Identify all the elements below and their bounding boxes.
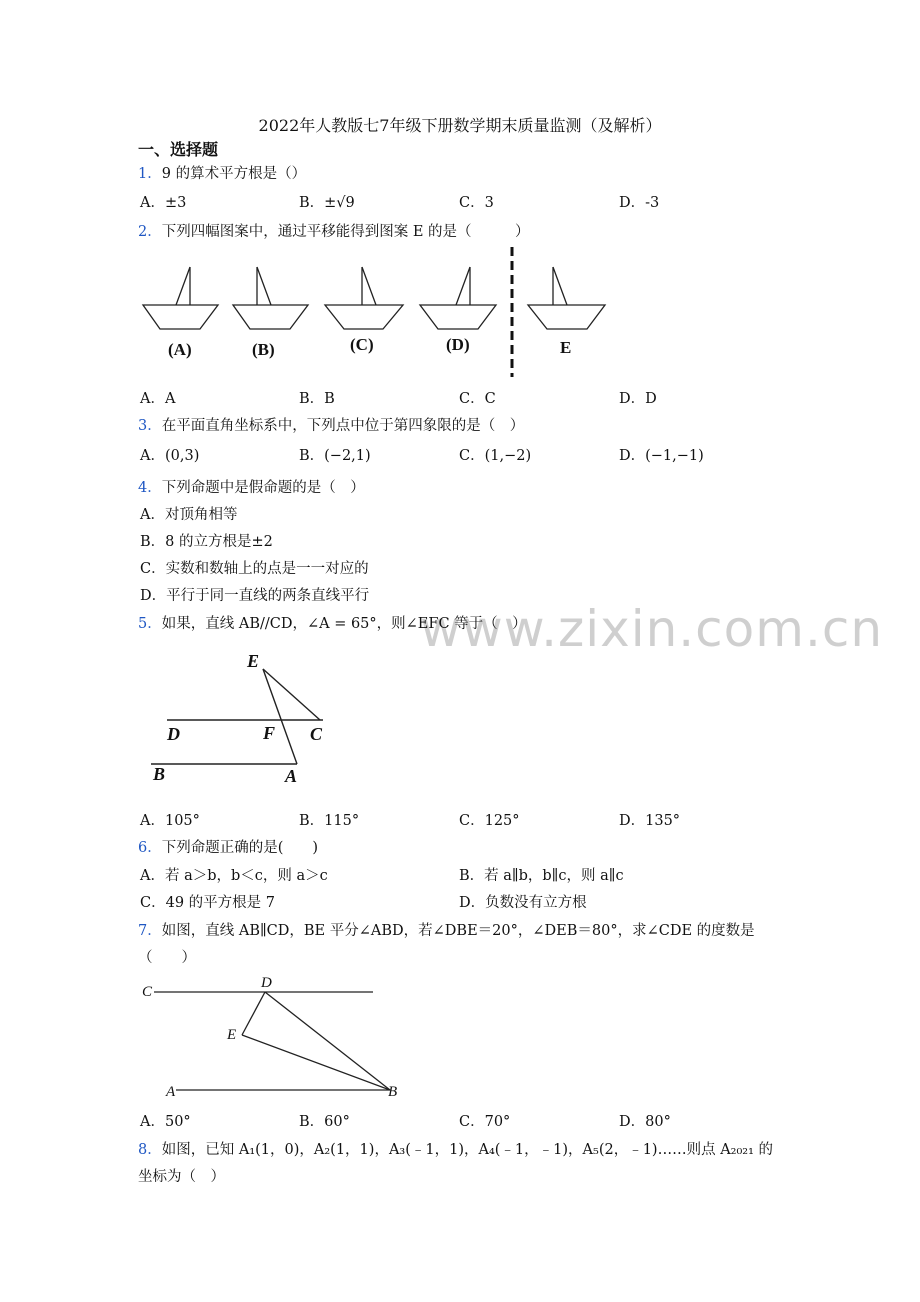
section-heading: 一、选择题 — [138, 140, 219, 159]
point-label: B — [388, 1084, 398, 1100]
question-stem: 下列四幅图案中，通过平移能得到图案 E 的是（ ） — [161, 224, 530, 240]
question-number: 6． — [138, 840, 162, 856]
boats-figure — [138, 245, 618, 380]
question-stem-continued: 坐标为（ ） — [138, 1169, 225, 1185]
boat-e — [528, 267, 605, 329]
boat-d — [420, 267, 496, 329]
option-d: D．-3 — [619, 195, 660, 211]
boat-c — [325, 267, 403, 329]
question-number: 1． — [138, 166, 162, 182]
option-a: A．105° — [140, 813, 200, 829]
option-b: B．(−2,1) — [299, 448, 371, 464]
question-number: 3． — [138, 418, 162, 434]
boat-a — [143, 267, 218, 329]
point-label: F — [263, 723, 276, 743]
option-b: B．若 a∥b，b∥c，则 a∥c — [459, 868, 624, 884]
option-d: D．135° — [619, 813, 681, 829]
page-title: 2022年人教版七7年级下册数学期末质量监测（及解析） — [258, 116, 662, 135]
parallel-lines-figure-5 — [145, 645, 345, 790]
question-1 — [138, 162, 306, 183]
figure-label: (D) — [446, 335, 470, 354]
figure-label: (C) — [350, 335, 374, 354]
watermark: www.zixin.com.cn — [420, 600, 884, 658]
option-b: B．60° — [299, 1114, 350, 1130]
question-stem: 如图，已知 A₁(1，0)，A₂(1，1)，A₃(﹣1，1)，A₄(﹣1，﹣1)，A₅(2，﹣1)……则点 A₂₀₂₁ 的 — [161, 1142, 774, 1158]
option-c: C．125° — [459, 813, 520, 829]
question-7 — [138, 919, 755, 940]
option-a: A．50° — [140, 1114, 191, 1130]
point-label: C — [310, 724, 323, 744]
option-d: D．平行于同一直线的两条直线平行 — [140, 588, 370, 604]
option-d: D．负数没有立方根 — [459, 895, 587, 911]
question-stem: 9 的算术平方根是（） — [161, 166, 307, 182]
question-number: 7． — [138, 923, 162, 939]
question-3 — [138, 414, 524, 435]
point-label: A — [166, 1084, 176, 1100]
option-b: B．±√9 — [299, 195, 355, 211]
question-number: 2． — [138, 224, 162, 240]
option-a: A．A — [140, 391, 176, 407]
parallel-lines-figure-7 — [140, 970, 405, 1102]
option-c: C．3 — [459, 195, 494, 211]
option-a: A．(0,3) — [140, 448, 200, 464]
option-d: D．(−1,−1) — [619, 448, 704, 464]
option-b: B．B — [299, 391, 335, 407]
question-number: 8． — [138, 1142, 162, 1158]
question-4 — [138, 476, 365, 497]
option-c: C．49 的平方根是 7 — [140, 895, 275, 911]
option-c: C．C — [459, 391, 496, 407]
option-d: D．80° — [619, 1114, 671, 1130]
question-stem: 下列命题中是假命题的是（ ） — [161, 480, 365, 496]
question-stem-continued: （ ） — [138, 950, 196, 966]
option-a: A．对顶角相等 — [140, 507, 238, 523]
point-label: E — [247, 651, 260, 671]
option-b: B．115° — [299, 813, 360, 829]
point-label: A — [285, 766, 298, 786]
question-number: 4． — [138, 480, 162, 496]
option-a: A．若 a＞b，b＜c，则 a＞c — [140, 868, 328, 884]
point-label: C — [142, 984, 153, 1000]
option-a: A．±3 — [140, 195, 187, 211]
figure-label: (A) — [168, 340, 192, 359]
figure-label: E — [560, 338, 572, 357]
question-5 — [138, 612, 527, 633]
question-stem: 在平面直角坐标系中，下列点中位于第四象限的是（ ） — [161, 418, 525, 434]
question-stem: 如果，直线 AB//CD，∠A = 65°，则∠EFC 等于（ ） — [161, 616, 527, 632]
question-2 — [138, 220, 530, 241]
question-number: 5． — [138, 616, 162, 632]
point-label: B — [153, 764, 166, 784]
point-label: D — [261, 975, 272, 991]
option-c: C．实数和数轴上的点是一一对应的 — [140, 561, 369, 577]
point-label: D — [167, 724, 180, 744]
option-d: D．D — [619, 391, 657, 407]
figure-label: (B) — [252, 340, 275, 359]
option-b: B．8 的立方根是±2 — [140, 534, 273, 550]
option-c: C．(1,−2) — [459, 448, 532, 464]
question-6 — [138, 836, 318, 857]
boat-b — [233, 267, 308, 329]
question-stem: 下列命题正确的是( ) — [161, 840, 319, 856]
question-8 — [138, 1138, 773, 1159]
point-label: E — [227, 1027, 237, 1043]
option-c: C．70° — [459, 1114, 511, 1130]
question-stem: 如图，直线 AB∥CD，BE 平分∠ABD，若∠DBE＝20°，∠DEB＝80°，求∠CDE 的度数是 — [161, 923, 755, 939]
